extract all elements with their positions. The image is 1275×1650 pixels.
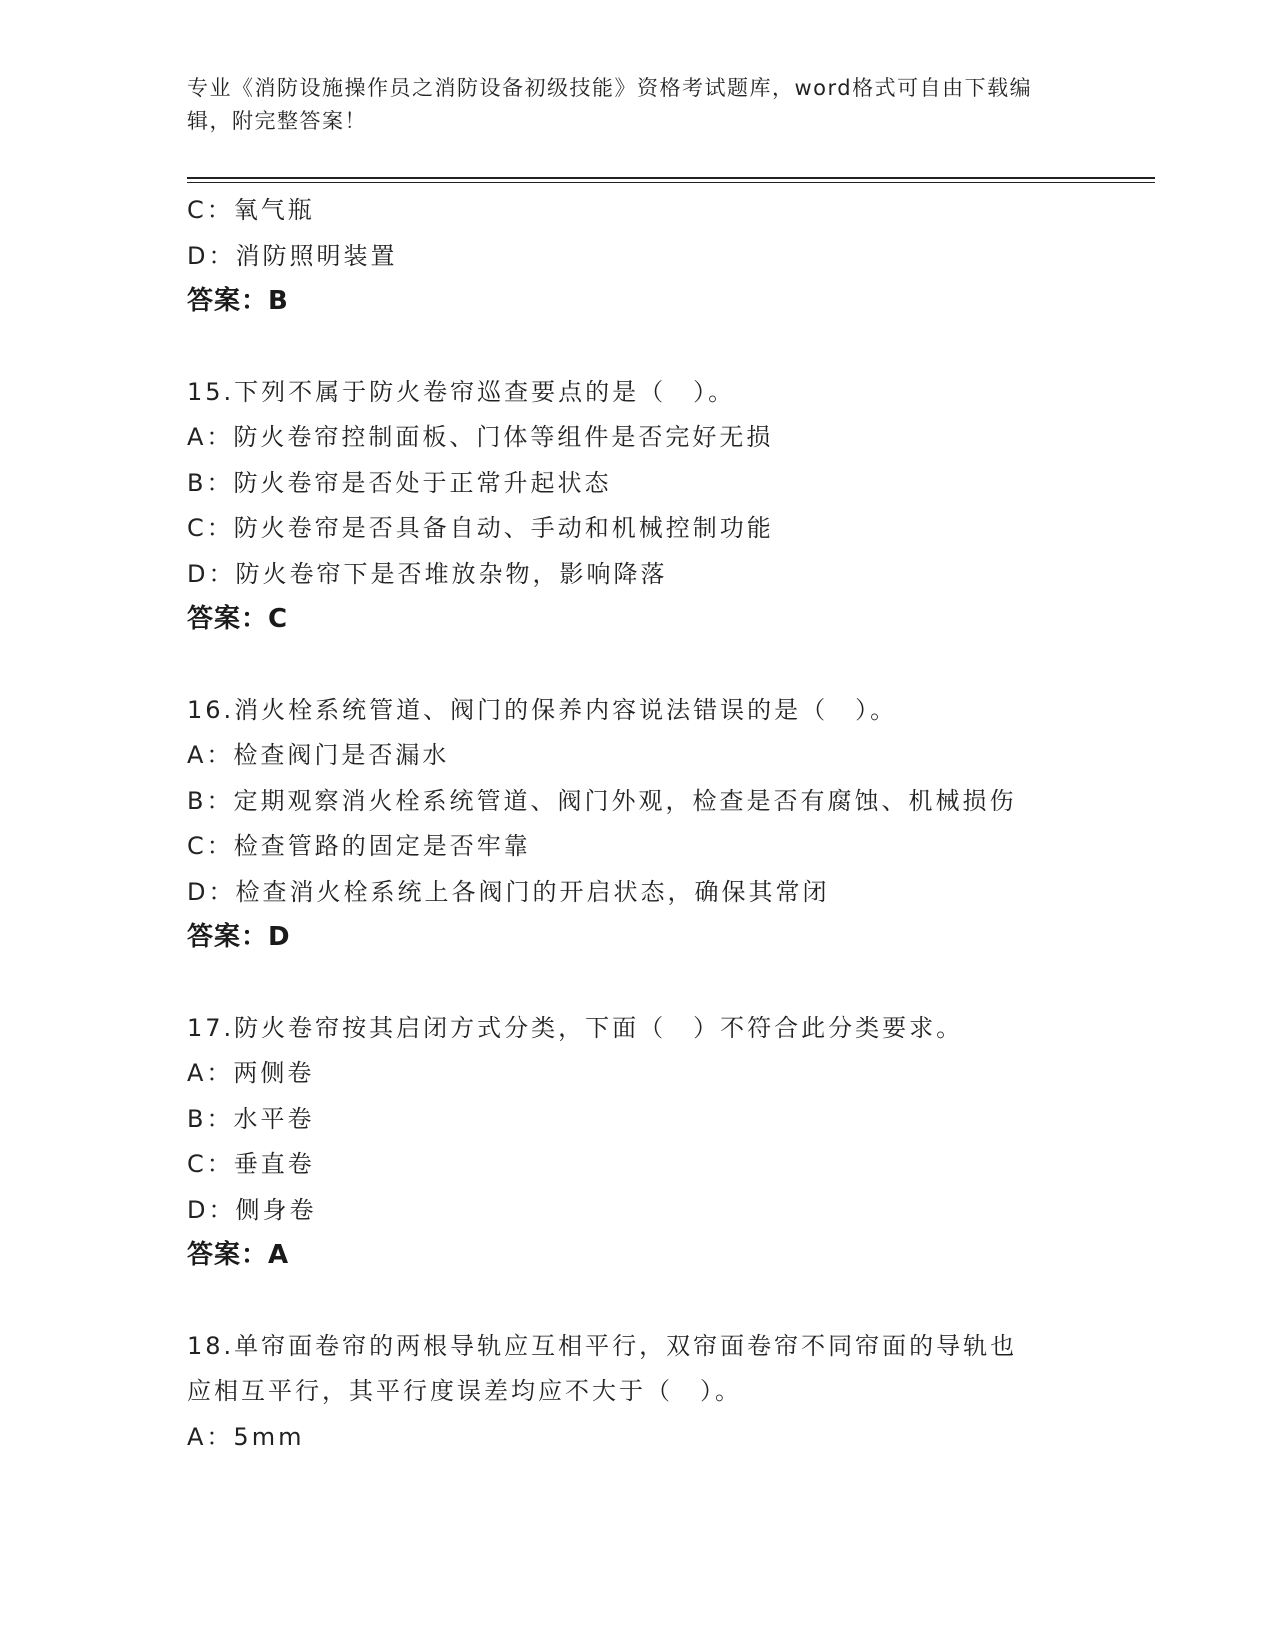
option-b [187,1097,1087,1143]
option-label: C： [187,514,234,542]
option-d [187,1188,1087,1234]
option-text: 检查阀门是否漏水 [233,741,450,769]
option-label: B： [187,468,234,497]
option-d [187,234,1087,280]
option-a [187,415,1087,461]
option-label: D： [187,877,236,906]
option-label: A： [187,423,234,451]
option-text: 消防照明装置 [235,241,398,270]
option-text: 垂直卷 [233,1150,315,1178]
answer-line: 答案：A [187,1240,290,1270]
option-c [187,188,1087,234]
spacer [187,1279,1087,1324]
option-text: 防火卷帘是否具备自动、手动和机械控制功能 [233,514,774,542]
option-label: B： [187,1104,234,1133]
option-d [187,552,1087,598]
option-text: 检查管路的固定是否牢靠 [233,832,531,860]
option-text: 防火卷帘控制面板、门体等组件是否完好无损 [233,423,774,451]
option-text: 防火卷帘下是否堆放杂物，影响降落 [235,559,668,588]
answer-line: 答案：D [187,922,291,952]
question-18 [187,1324,1087,1461]
option-b [187,461,1087,507]
question-stem: 17.防火卷帘按其启闭方式分类，下面（ ）不符合此分类要求。 [187,1013,964,1042]
option-text: 水平卷 [233,1104,315,1133]
option-label: D： [187,559,236,588]
option-label: B： [187,786,234,815]
option-text: 防火卷帘是否处于正常升起状态 [233,468,612,497]
option-label: A： [187,1059,234,1087]
option-b [187,779,1087,825]
question-14-continued [187,188,1087,325]
question-16 [187,688,1087,961]
option-label: C： [187,196,234,224]
question-stem: 15.下列不属于防火卷帘巡查要点的是（ ）。 [187,377,736,406]
page-header [187,72,1067,138]
option-a [187,733,1087,779]
option-text: 5mm [233,1422,305,1451]
question-stem-line-1: 18.单帘面卷帘的两根导轨应互相平行，双帘面卷帘不同帘面的导轨也 [187,1331,1018,1360]
spacer [187,325,1087,370]
option-d [187,870,1087,916]
header-divider-thin [187,182,1155,183]
question-stem: 16.消火栓系统管道、阀门的保养内容说法错误的是（ ）。 [187,695,898,724]
option-text: 氧气瓶 [233,196,315,224]
option-c [187,1142,1087,1188]
option-text: 侧身卷 [235,1195,317,1224]
spacer [187,643,1087,688]
option-label: D： [187,1195,236,1224]
header-divider-thick [187,177,1155,179]
spacer [187,961,1087,1006]
option-a [187,1415,1087,1461]
option-a [187,1051,1087,1097]
option-label: D： [187,241,236,270]
option-c [187,506,1087,552]
question-stem-line-2: 应相互平行，其平行度误差均应不大于（ ）。 [187,1377,742,1405]
header-text: 专业《消防设施操作员之消防设备初级技能》资格考试题库，word格式可自由下载编辑，附完整答案！ [187,76,1033,133]
option-label: A： [187,1422,234,1451]
question-list [187,188,1087,1460]
option-text: 两侧卷 [233,1059,315,1087]
option-label: A： [187,741,234,769]
option-label: C： [187,832,234,860]
question-15 [187,370,1087,643]
option-c [187,824,1087,870]
option-text: 定期观察消火栓系统管道、阀门外观，检查是否有腐蚀、机械损伤 [233,786,1017,815]
question-17 [187,1006,1087,1279]
answer-line: 答案：C [187,604,289,634]
option-label: C： [187,1150,234,1178]
option-text: 检查消火栓系统上各阀门的开启状态，确保其常闭 [235,877,830,906]
answer-line: 答案：B [187,286,289,316]
